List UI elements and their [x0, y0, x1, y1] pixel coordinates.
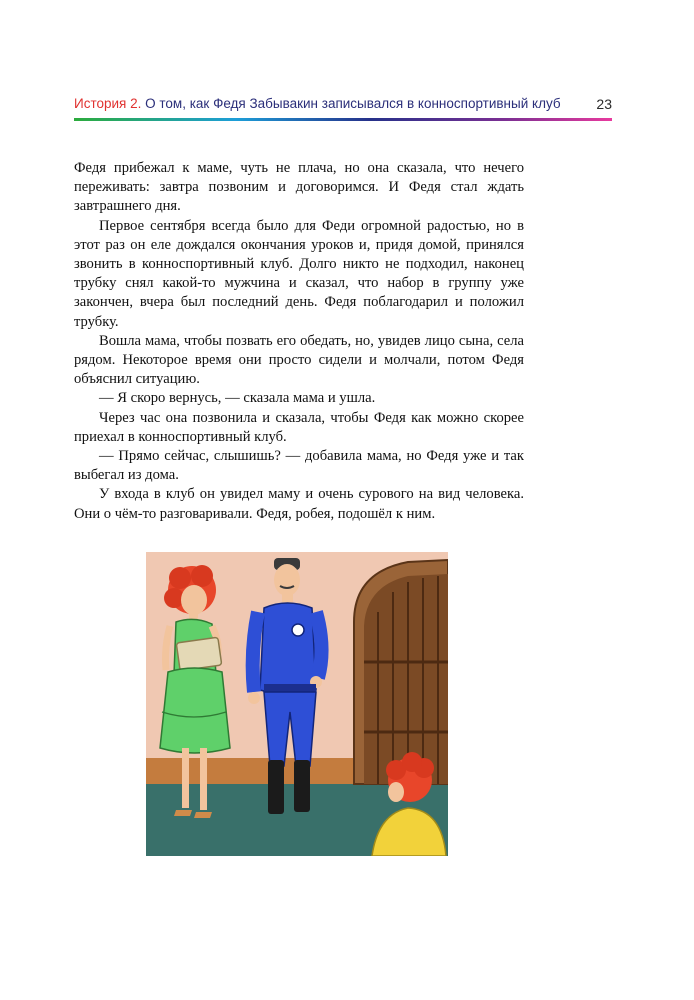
story-label: История 2.: [74, 96, 142, 111]
paragraph: Первое сентября всегда было для Феди огромной радостью, но в этот раз он еле дождался окончания уроков и, придя домой, принялся звонить в конноспортивный клуб. Долго никто не подходил, наконец трубку снял какой-то мужчина и сказал, что набор в группу уже закончен, вчера был последний день. Федя поблагодарил и положил трубку.: [74, 217, 524, 330]
running-head: [74, 96, 614, 111]
paragraph: Через час она позвонила и сказала, чтобы Федя как можно скорее приехал в конноспортивный клуб.: [74, 409, 524, 445]
page-number: 23: [596, 96, 612, 112]
story-title: О том, как Федя Забывакин записывался в конноспортивный клуб: [141, 96, 561, 111]
story-text: [74, 159, 524, 524]
paragraph: — Прямо сейчас, слышишь? — добавила мама, но Федя уже и так выбегал из дома.: [74, 448, 524, 484]
paragraph: У входа в клуб он увидел маму и очень сурового на вид человека. Они о чём-то разговаривали. Федя, робея, подошёл к ним.: [74, 486, 524, 522]
illustration-svg: [146, 552, 448, 856]
header-gradient-rule: [74, 118, 612, 121]
paragraph: — Я скоро вернусь, — сказала мама и ушла.: [99, 390, 376, 407]
paragraph: Вошла мама, чтобы позвать его обедать, но, увидев лицо сына, села рядом. Некоторое время они просто сидели и молчали, потом Федя объяснил ситуацию.: [74, 332, 524, 388]
wooden-door: [354, 560, 448, 784]
story-illustration: [146, 552, 448, 856]
paragraph: Федя прибежал к маме, чуть не плача, но она сказала, что нечего переживать: завтра позвоним и договоримся. И Федя стал ждать завтрашнего дня.: [74, 160, 524, 215]
